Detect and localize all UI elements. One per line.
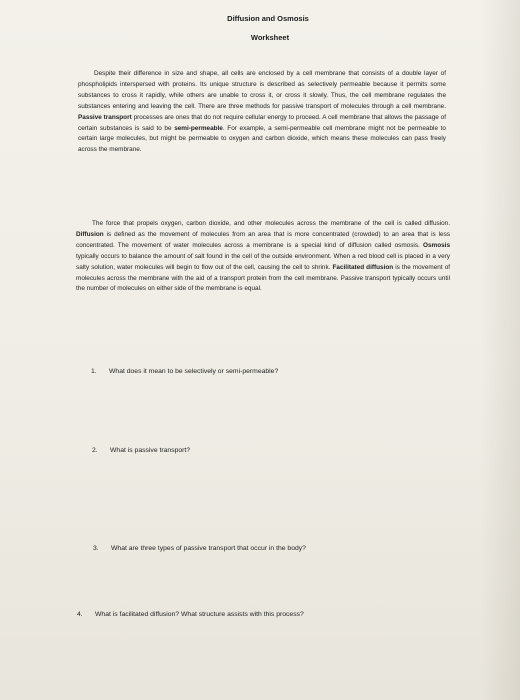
question-text: What is facilitated diffusion? What structure assists with this process? bbox=[95, 611, 304, 618]
question-3 bbox=[93, 545, 306, 552]
p2-text-1: The force that propels oxygen, carbon dioxide, and other molecules across the membrane of the cell is called diffusion. bbox=[92, 220, 450, 227]
question-text: What is passive transport? bbox=[110, 447, 191, 454]
p2-bold-osmosis: Osmosis bbox=[423, 241, 450, 249]
question-number: 3. bbox=[93, 545, 99, 552]
page-shadow bbox=[480, 0, 520, 700]
question-text: What does it mean to be selectively or semi-permeable? bbox=[109, 368, 279, 375]
p2-bold-diffusion: Diffusion bbox=[76, 230, 104, 238]
question-number: 4. bbox=[77, 611, 83, 618]
question-number: 1. bbox=[91, 368, 97, 375]
p1-text-1: Despite their difference in size and shape, all cells are enclosed by a cell membrane that consists of a double layer of phospholipids interspersed with proteins. Its unique structure is described as selectively permeable because it permits some substances to cross it rapidly, while others are unable to cross it, or cross it slowly. Thus, the cell membrane regulates the substances entering and leaving the cell. There are three methods for passive transport of molecules through a cell membrane. bbox=[78, 70, 446, 110]
p1-bold-semi-permeable: semi-permeable bbox=[174, 124, 223, 132]
p2-text-4: is the movement of molecules across the membrane with the aid of a transport protein from the cell membrane. Passive transport typically occurs until the number of molecules on either side of the membrane is equal. bbox=[76, 263, 451, 293]
question-text: What are three types of passive transport that occur in the body? bbox=[111, 545, 306, 552]
question-2 bbox=[92, 447, 190, 454]
question-number: 2. bbox=[92, 447, 98, 454]
p2-text-3: typically occurs to balance the amount of salt found in the cell of the outside environment. When a red blood cell is placed in a very salty solution, water molecules will begin to flow out of the cell, causing the cell to shrink. bbox=[76, 252, 450, 271]
diffusion-paragraph bbox=[76, 219, 450, 295]
question-4 bbox=[77, 611, 304, 618]
p1-bold-passive-transport: Passive transport bbox=[78, 113, 132, 121]
p2-text-2: is defined as the movement of molecules from an area that is more concentrated (crowded) to an area that is less concentrated. The movement of water molecules across a membrane is a special kind of diffusion called osmosis. bbox=[76, 230, 450, 249]
p2-bold-facilitated-diffusion: Facilitated diffusion bbox=[332, 263, 394, 271]
p1-text-3: . For example, a semi-permeable cell membrane might not be permeable to certain large molecules, but might be permeable to oxygen and carbon dioxide, which means these molecules can pass freely across the membrane. bbox=[78, 124, 446, 154]
worksheet-subtitle: Worksheet bbox=[250, 33, 290, 42]
worksheet-title: Diffusion and Osmosis bbox=[227, 14, 309, 23]
question-1 bbox=[91, 368, 278, 375]
intro-paragraph bbox=[78, 69, 446, 156]
p1-text-2: processes are ones that do not require cellular energy to proceed. A cell membrane that allows the passage of certain substances is said to be bbox=[78, 113, 447, 132]
